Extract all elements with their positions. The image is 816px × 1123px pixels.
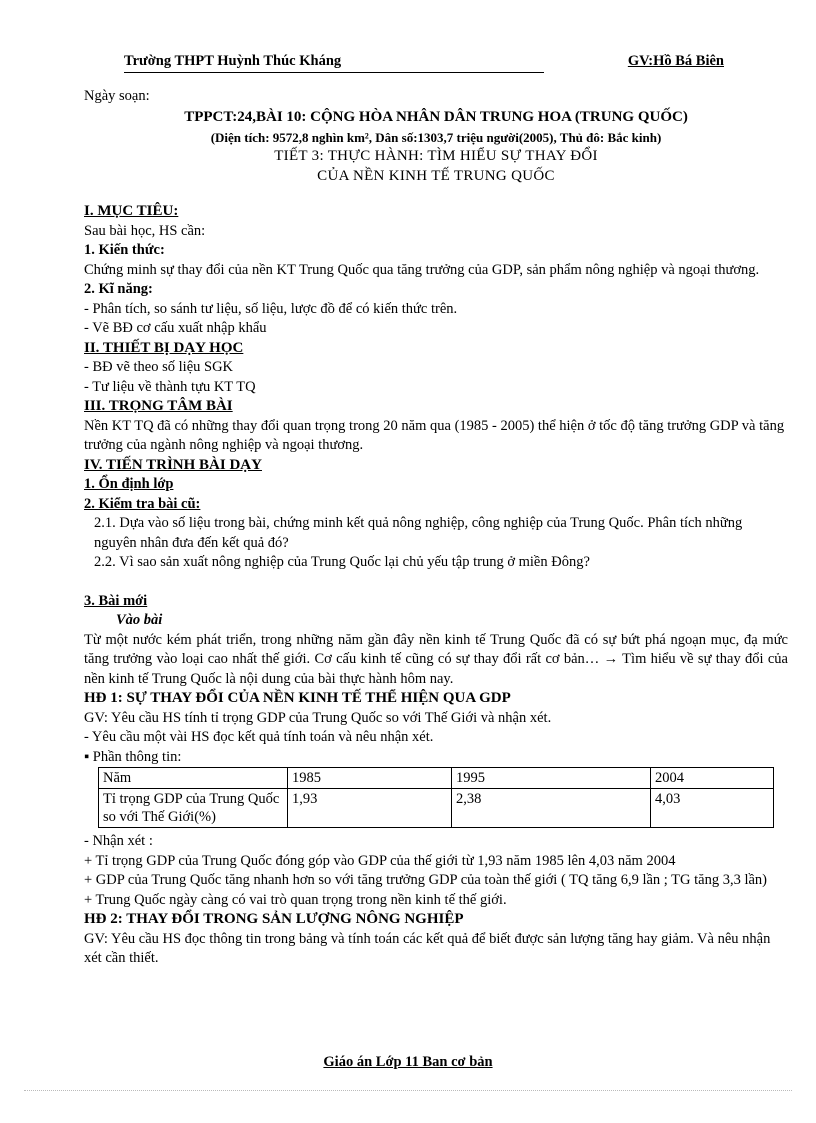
table-header-cell: Năm xyxy=(99,768,288,789)
school-name: Trường THPT Huỳnh Thúc Kháng xyxy=(124,52,544,73)
page-footer: Giáo án Lớp 11 Ban cơ bản xyxy=(323,1054,493,1070)
new-lesson-heading: 3. Bài mới xyxy=(84,592,148,609)
review-heading: 2. Kiểm tra bài cũ: xyxy=(84,495,201,512)
intro-text: Từ một nước kém phát triển, trong những năm gần đây nền kinh tế Trung Quốc đã có sự bứt phá ngoạn mục, đạ mức tăng trưởng vào loại cao nhất thế giới. Cơ cấu kinh tế cũng có sự thay đổi rất cơ bản… → Tìm hiểu về sự thay đổi của nền kinh tế Trung Quốc là nội dung của bài thực hành hôm nay. xyxy=(84,631,788,687)
table-header-cell: 1985 xyxy=(288,768,452,789)
skills-heading: 2. Kĩ năng: xyxy=(84,281,153,297)
knowledge-text: Chứng minh sự thay đổi của nền KT Trung Quốc qua tăng trưởng của GDP, sản phẩm nông nghiệp và ngoại thương. xyxy=(84,261,760,278)
table-row-label: Tỉ trọng GDP của Trung Quốc so với Thế Giới(%) xyxy=(99,789,288,828)
knowledge-heading: 1. Kiến thức: xyxy=(84,242,165,258)
lesson-title: TPPCT:24,BÀI 10: CỘNG HÒA NHÂN DÂN TRUNG HOA (TRUNG QUỐC) xyxy=(184,109,688,125)
table-header-row xyxy=(99,768,774,789)
activity-2-teacher-task: GV: Yêu cầu HS đọc thông tin trong bảng và tính toán các kết quả để biết được sản lượng tăng hay giảm. Và nêu nhận xét cần thiết. xyxy=(84,930,771,966)
section-process-heading: IV. TIẾN TRÌNH BÀI DẠY xyxy=(84,456,262,473)
activity-1-heading: HĐ 1: SỰ THAY ĐỔI CỦA NỀN KINH TẾ THỂ HIỆN QUA GDP xyxy=(84,690,511,706)
review-question-1: 2.1. Dựa vào số liệu trong bài, chứng minh kết quả nông nghiệp, công nghiệp của Trung Quốc. Phân tích những nguyên nhân đưa đến kết quả đó? xyxy=(94,515,743,551)
teacher-name: GV:Hồ Bá Biên xyxy=(627,53,724,69)
activity-1-info-label: ▪ Phần thông tin: xyxy=(84,748,182,765)
skills-item-1: - Phân tích, so sánh tư liệu, số liệu, lược đồ để có kiến thức trên. xyxy=(84,300,458,317)
section-objectives-heading: I. MỤC TIÊU: xyxy=(84,203,179,219)
review-question-2: 2.2. Vì sao sản xuất nông nghiệp của Trung Quốc lại chủ yếu tập trung ở miền Đông? xyxy=(94,554,590,570)
equipment-item-1: - BĐ vẽ theo số liệu SGK xyxy=(84,359,234,375)
section-equipment-heading: II. THIẾT BỊ DẠY HỌC xyxy=(84,339,244,356)
remark-2: + GDP của Trung Quốc tăng nhanh hơn so với tăng trưởng GDP của toàn thế giới ( TQ tăng 6,9 lần ; TG tăng 3,3 lần) xyxy=(84,872,768,888)
remarks-label: - Nhận xét : xyxy=(84,833,153,849)
table-header-cell: 2004 xyxy=(651,768,774,789)
activity-1-teacher-task: GV: Yêu cầu HS tính tỉ trọng GDP của Trung Quốc so với Thế Giới và nhận xét. xyxy=(84,709,552,726)
date-label: Ngày soạn: xyxy=(84,87,150,104)
gdp-share-table xyxy=(98,767,774,828)
table-row xyxy=(99,789,774,828)
intro-heading: Vào bài xyxy=(116,612,163,628)
objectives-intro: Sau bài học, HS cần: xyxy=(84,222,206,239)
table-header-cell: 1995 xyxy=(452,768,651,789)
focus-text: Nền KT TQ đã có những thay đổi quan trọng trong 20 năm qua (1985 - 2005) thể hiện ở tốc độ tăng trưởng GDP và tăng trưởng của ngành nông nghiệp và ngoại thương. xyxy=(84,417,785,453)
table-cell: 1,93 xyxy=(288,789,452,828)
activity-2-heading: HĐ 2: THAY ĐỔI TRONG SẢN LƯỢNG NÔNG NGHIỆP xyxy=(84,911,464,927)
remark-1: + Tỉ trọng GDP của Trung Quốc đóng góp vào GDP của thế giới từ 1,93 năm 1985 lên 4,03 năm 2004 xyxy=(84,852,676,869)
document-page xyxy=(84,52,788,969)
class-setup-heading: 1. Ổn định lớp xyxy=(84,476,174,492)
page-bottom-divider xyxy=(24,1090,792,1091)
activity-1-request: - Yêu cầu một vài HS đọc kết quả tính toán và nêu nhận xét. xyxy=(84,729,434,745)
section-focus-heading: III. TRỌNG TÂM BÀI xyxy=(84,398,233,414)
practice-title-line1: TIẾT 3: THỰC HÀNH: TÌM HIỂU SỰ THAY ĐỔI xyxy=(274,148,598,164)
table-cell: 4,03 xyxy=(651,789,774,828)
practice-title-line2: CỦA NỀN KINH TẾ TRUNG QUỐC xyxy=(317,167,555,184)
page-header xyxy=(124,52,724,73)
table-cell: 2,38 xyxy=(452,789,651,828)
remark-3: + Trung Quốc ngày càng có vai trò quan trọng trong nền kinh tế thế giới. xyxy=(84,891,507,908)
lesson-subtitle: (Diện tích: 9572,8 nghìn km², Dân số:1303,7 triệu người(2005), Thủ đô: Bắc kinh) xyxy=(210,129,662,145)
equipment-item-2: - Tư liệu về thành tựu KT TQ xyxy=(84,378,256,395)
skills-item-2: - Vẽ BĐ cơ cấu xuất nhập khẩu xyxy=(84,320,267,336)
